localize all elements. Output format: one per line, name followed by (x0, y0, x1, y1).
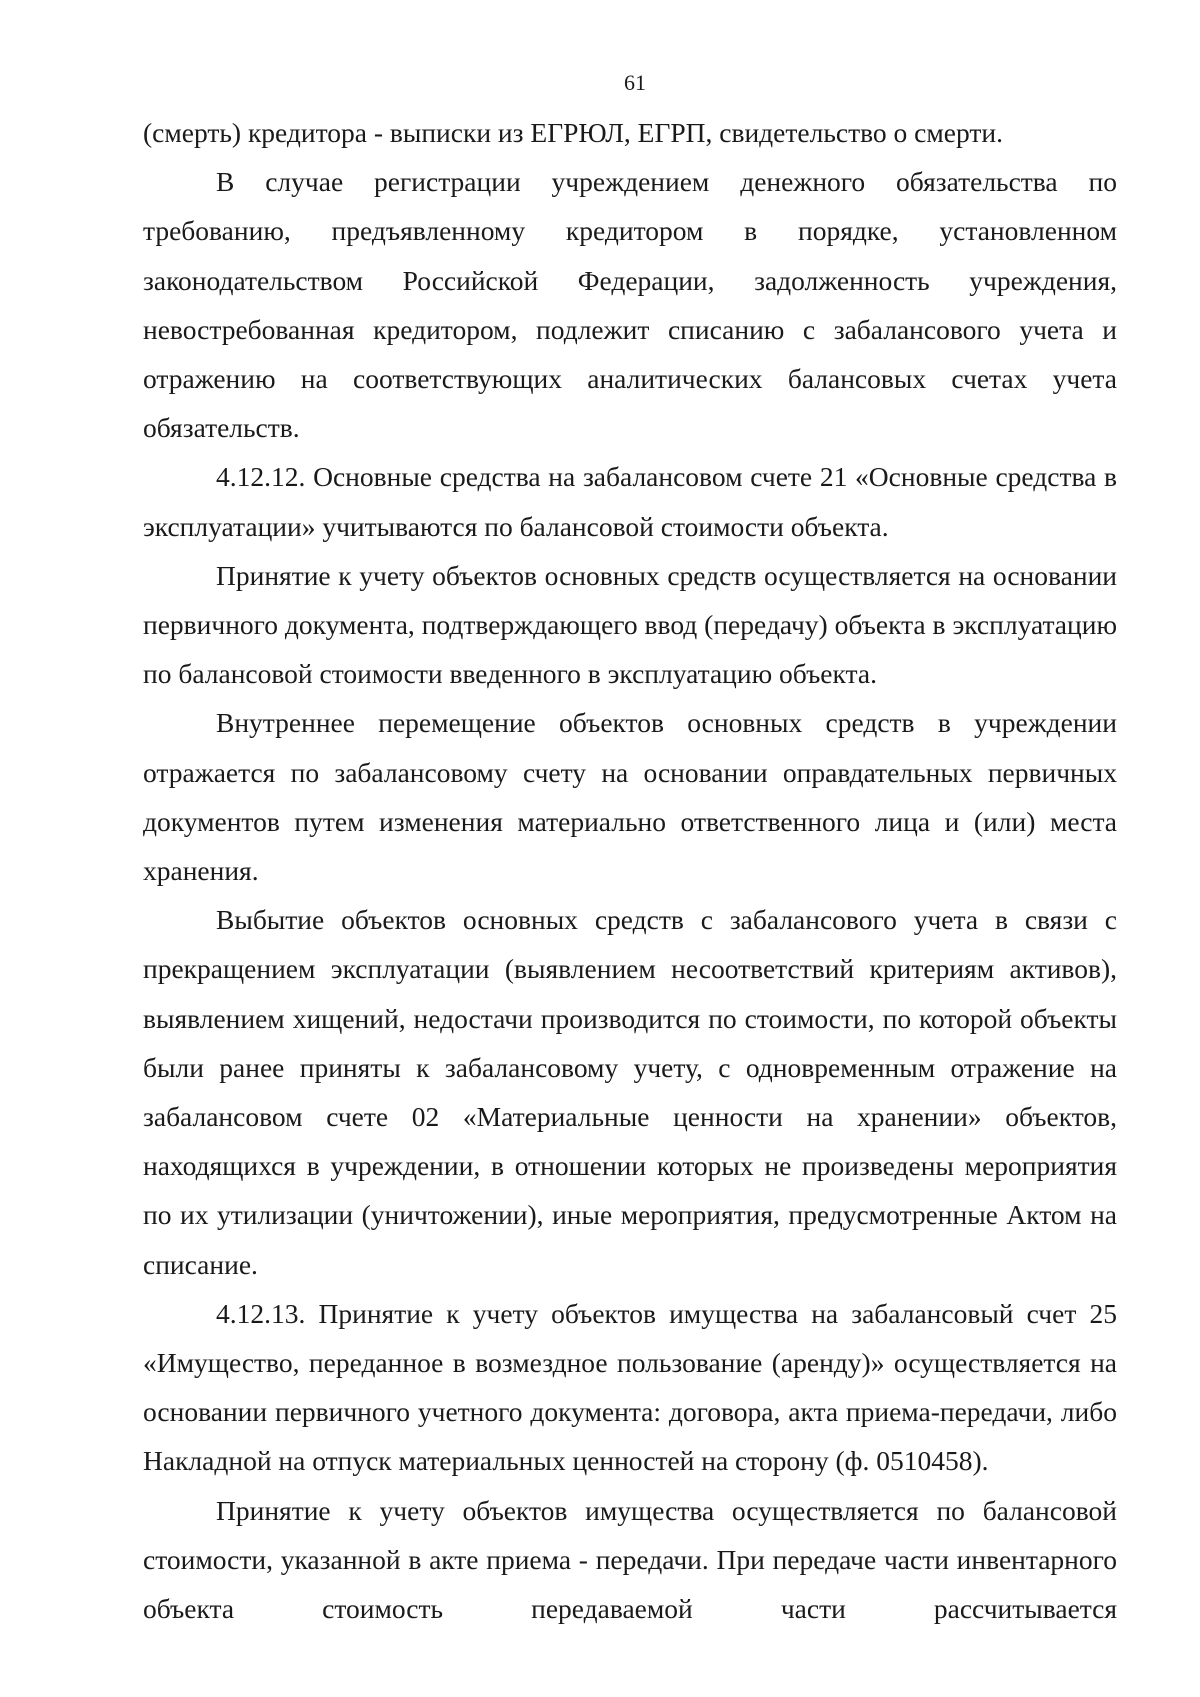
paragraph-continuation: (смерть) кредитора - выписки из ЕГРЮЛ, ЕГРП, свидетельство о смерти. (143, 117, 1003, 148)
paragraph-4-12-13: 4.12.13. Принятие к учету объектов имущества на забалансовый счет 25 «Имущество, переданное в возмездное пользование (аренду)» осуществляется на основании первичного учетного документа: договора, акта приема-передачи, либо Накладной на отпуск материальных ценностей на сторону (ф. 0510458). (143, 1297, 1117, 1477)
paragraph-internal-movement: Внутреннее перемещение объектов основных средств в учреждении отражается по забалансовому счету на основании оправдательных первичных документов путем изменения материально ответственного лица и (или) места хранения. (143, 707, 1117, 887)
paragraph-acceptance-property: Принятие к учету объектов имущества осуществляется по балансовой стоимости, указанной в акте приема - передачи. При передаче части инвентарного объекта стоимость передаваемой части рассчитывается (143, 1494, 1117, 1625)
paragraph-creditor-debt: В случае регистрации учреждением денежного обязательства по требованию, предъявленному кредитором в порядке, установленном законодательством Российской Федерации, задолженность учреждения, невостребованная кредитором, подлежит списанию с забалансового учета и отражению на соответствующих аналитических балансовых счетах учета обязательств. (143, 166, 1117, 444)
page-number: 61 (624, 70, 646, 95)
paragraph-disposal: Выбытие объектов основных средств с забалансового учета в связи с прекращением эксплуатации (выявлением несоответствий критериям активов), выявлением хищений, недостачи производится по стоимости, по которой объекты были ранее приняты к забалансовому учету, с одновременным отражение на забалансовом счете 02 «Материальные ценности на хранении» объектов, находящихся в учреждении, в отношении которых не произведены мероприятия по их утилизации (уничтожении), иные мероприятия, предусмотренные Актом на списание. (143, 904, 1117, 1280)
document-body (143, 108, 1117, 1633)
paragraph-4-12-12: 4.12.12. Основные средства на забалансовом счете 21 «Основные средства в эксплуатации» учитываются по балансовой стоимости объекта. (143, 461, 1117, 542)
paragraph-acceptance-fixed-assets: Принятие к учету объектов основных средств осуществляется на основании первичного документа, подтверждающего ввод (передачу) объекта в эксплуатацию по балансовой стоимости введенного в эксплуатацию объекта. (143, 559, 1117, 690)
